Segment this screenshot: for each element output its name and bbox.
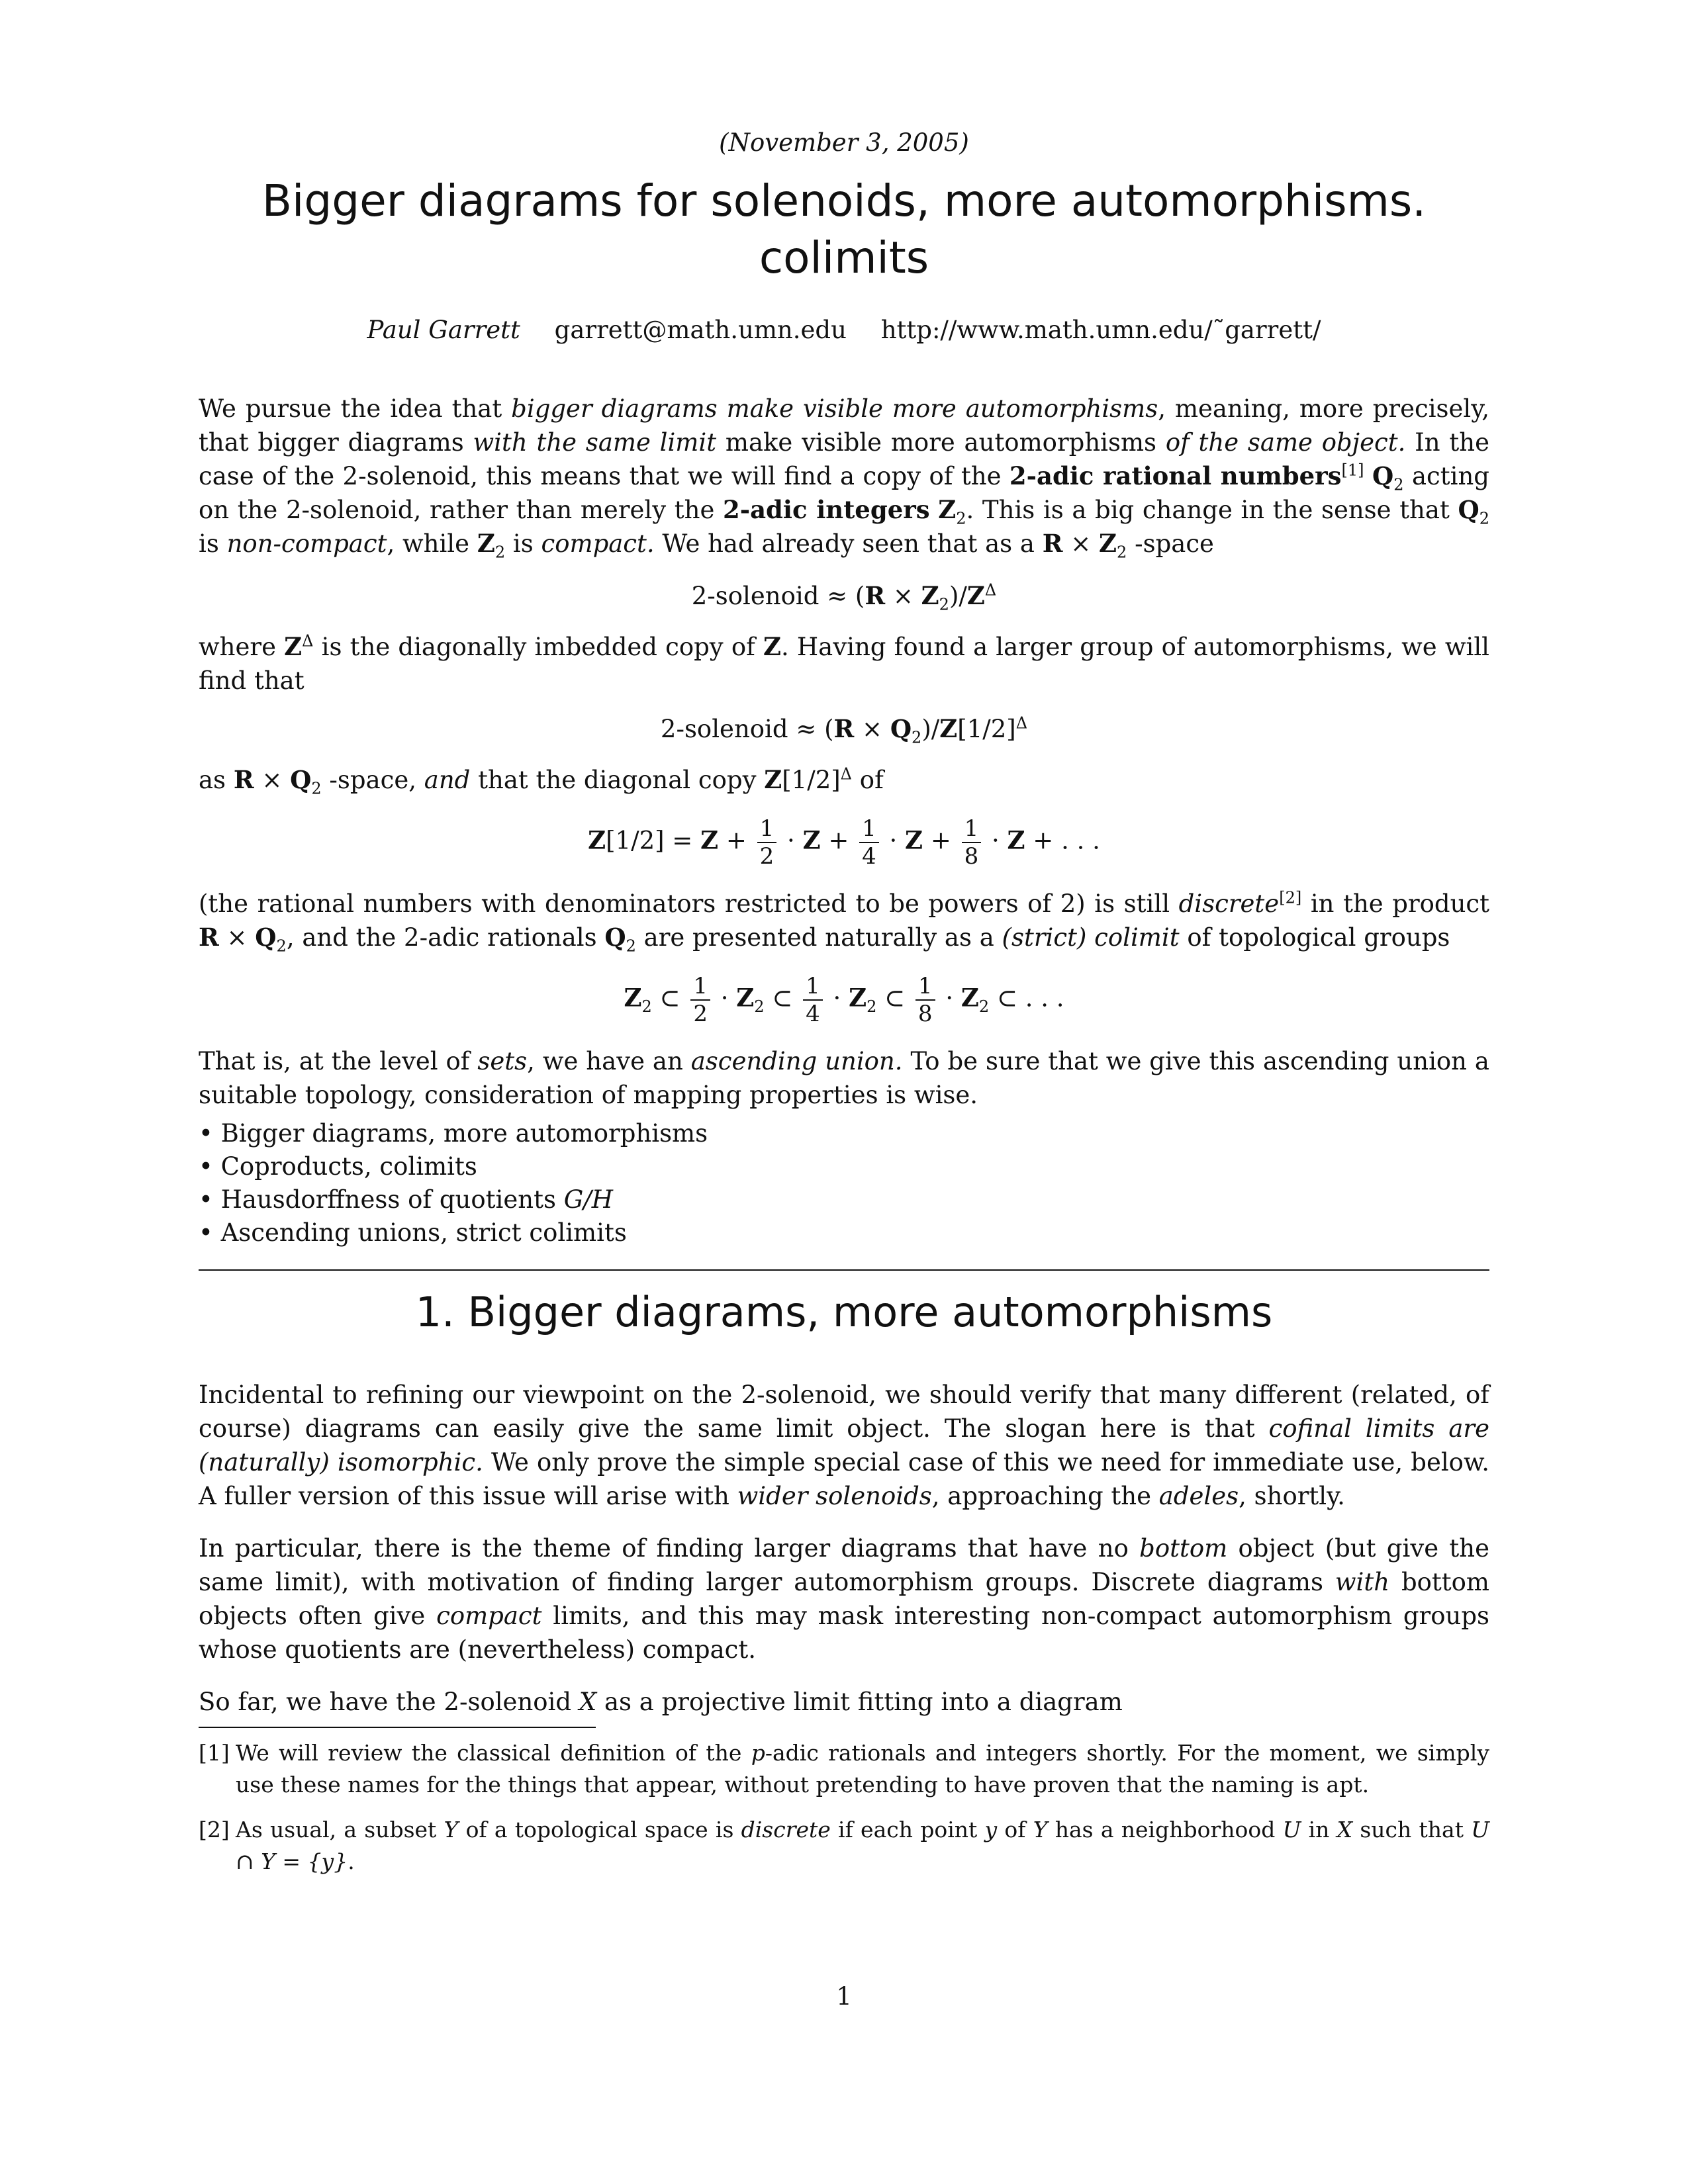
toc-item-3[interactable]: • Hausdorffness of quotients G/H	[199, 1185, 613, 1214]
section1-paragraph-1: Incidental to refining our viewpoint on the 2-solenoid, we should verify that many different (related, of course) diagrams can easily give the same limit object. The slogan here is that cofinal limits are (naturally) isomorphic. We only prove the simple special case of this we need for immediate use, below. A fuller version of this issue will arise with wider solenoids, approaching the adeles, shortly.	[199, 1381, 1489, 1510]
footnote-divider	[199, 1727, 596, 1728]
fraction-quarter: $\frac{1}{4}$	[859, 815, 879, 870]
fraction-eighth-2: $\frac{1}{8}$	[915, 973, 935, 1027]
page-title: Bigger diagrams for solenoids, more automorphisms. colimits	[261, 175, 1427, 283]
author-line	[199, 313, 1489, 347]
equation-z-half: Z[1/2] = Z + $\frac{1}{2}$ · Z + $\frac{1}{4}$ · Z + $\frac{1}{8}$ · Z + . . .	[588, 815, 1100, 870]
toc-item-1[interactable]: • Bigger diagrams, more automorphisms	[199, 1119, 708, 1148]
date-line: (November 3, 2005)	[719, 128, 969, 157]
equation-solenoid-q2: 2-solenoid ≈ $(R \times Q_2)/Z[1/2]^\Delta$	[660, 713, 1028, 747]
equation-solenoid-z2: 2-solenoid ≈ $(R \times Z_2)/Z^\Delta$	[691, 580, 997, 614]
author-email: garrett@math.umn.edu	[554, 316, 847, 344]
table-of-contents	[199, 1117, 1489, 1250]
footnote-2: [2] As usual, a subset Y of a topological space is discrete if each point y of Y has a neighborhood U in X such that U ∩ Y = {y}.	[199, 1814, 1489, 1878]
fraction-quarter-2: $\frac{1}{4}$	[803, 973, 823, 1027]
equation-colimit-chain: $Z_2$ ⊂ $\frac{1}{2}$ · $Z_2$ ⊂ $\frac{1}{4}$ · $Z_2$ ⊂ $\frac{1}{8}$ · $Z_2$ ⊂ . . .	[624, 973, 1064, 1027]
section1-paragraph-3: So far, we have the 2-solenoid X as a projective limit fitting into a diagram	[199, 1688, 1123, 1716]
section-divider	[199, 1269, 1489, 1271]
intro-paragraph-2: where $Z^\Delta$ is the diagonally imbedded copy of Z. Having found a larger group of automorphisms, we will find that	[199, 631, 1489, 695]
toc-item-2[interactable]: • Coproducts, colimits	[199, 1152, 477, 1181]
footnote-1: [1] We will review the classical definition of the p-adic rationals and integers shortly. For the moment, we simply use these names for the things that appear, without pretending to have proven that the naming is apt.	[199, 1737, 1489, 1801]
author-url: http://www.math.umn.edu/˜garrett/	[880, 316, 1321, 344]
intro-paragraph-5: That is, at the level of sets, we have an ascending union. To be sure that we give this ascending union a suitable topology, consideration of mapping properties is wise.	[199, 1047, 1489, 1109]
intro-paragraph-4: (the rational numbers with denominators restricted to be powers of 2) is still discrete[2] in the product $R \times Q_2$, and the 2-adic rationals $Q_2$ are presented naturally as a (strict) colimit of topological groups	[199, 888, 1490, 956]
page	[199, 126, 1489, 1891]
footnote-mark-1: [1]	[199, 1740, 230, 1766]
intro-paragraph-1: We pursue the idea that bigger diagrams make visible more automorphisms, meaning, more precisely, that bigger diagrams with the same limit make visible more automorphisms of the same object. In the case of the 2-solenoid, this means that we will find a copy of the 2-adic rational numbers[1] $Q_2$ acting on the 2-solenoid, rather than merely the 2-adic integers $Z_2$. This is a big change in the sense that $Q_2$ is non-compact, while $Z_2$ is compact. We had already seen that as a $R \times Z_2$ -space	[199, 394, 1490, 562]
fraction-half-2: $\frac{1}{2}$	[690, 973, 710, 1027]
page-number: 1	[836, 1982, 852, 2011]
footnote-mark-2: [2]	[199, 1817, 230, 1843]
fraction-half: $\frac{1}{2}$	[757, 815, 777, 870]
intro-paragraph-3: as $R \times Q_2$ -space, and that the diagonal copy $Z[1/2]^\Delta$ of	[199, 764, 884, 798]
toc-item-4[interactable]: • Ascending unions, strict colimits	[199, 1218, 627, 1247]
footnote-ref-1[interactable]: [1]	[1341, 461, 1364, 480]
footnote-ref-2[interactable]: [2]	[1279, 888, 1302, 907]
section-heading-1: 1. Bigger diagrams, more automorphisms	[415, 1288, 1273, 1336]
section1-paragraph-2: In particular, there is the theme of finding larger diagrams that have no bottom object (but give the same limit), with motivation of finding larger automorphism groups. Discrete diagrams with bottom objects often give compact limits, and this may mask interesting non-compact automorphism groups whose quotients are (nevertheless) compact.	[199, 1534, 1490, 1664]
fraction-eighth: $\frac{1}{8}$	[962, 815, 982, 870]
author-name: Paul Garrett	[367, 316, 520, 344]
